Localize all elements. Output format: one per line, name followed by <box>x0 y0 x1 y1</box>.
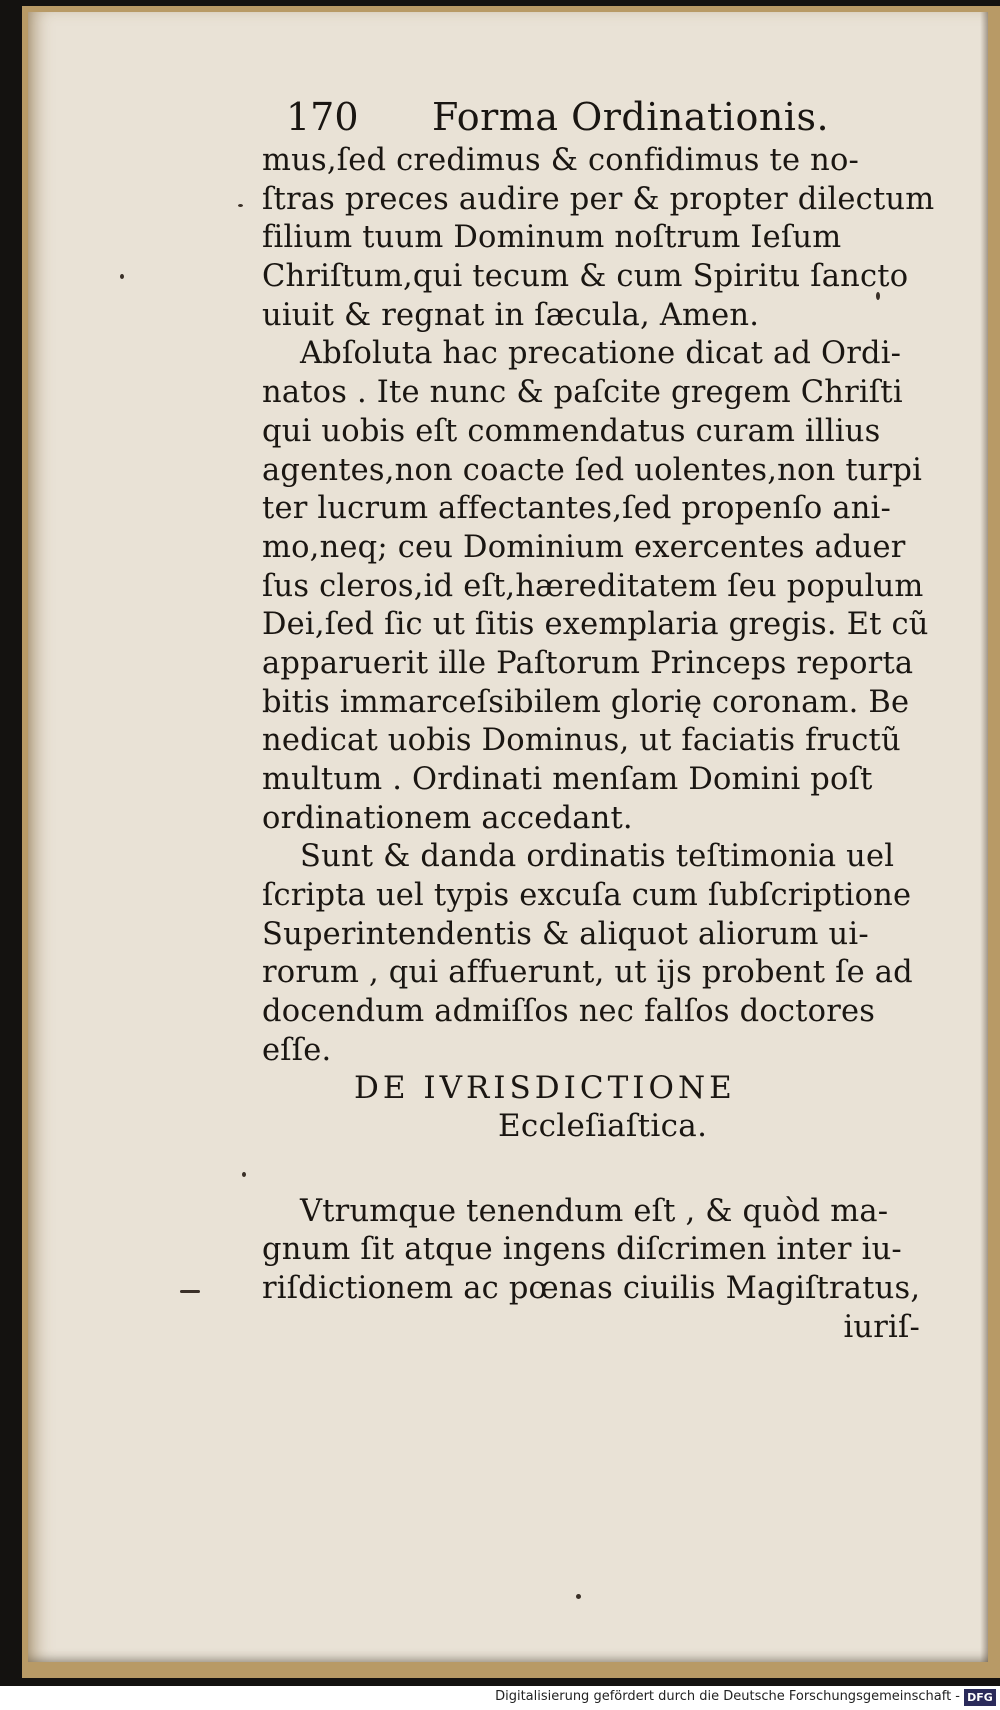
digitization-footer <box>0 1686 1000 1710</box>
text-line: Dei,ſed ſic ut ſitis exemplaria gregis. Et cũ <box>262 607 929 643</box>
section-subheading: Eccleſiaſtica. <box>498 1107 708 1144</box>
ink-speck <box>242 1172 246 1177</box>
section-gap <box>262 1145 942 1193</box>
text-line: filium tuum Dominum noſtrum Ieſum <box>262 220 842 256</box>
text-line: ſtras preces audire per & propter dilectum <box>262 181 935 217</box>
ink-speck <box>238 204 243 207</box>
text-line: agentes,non coacte ſed uolentes,non turpi <box>262 452 923 488</box>
text-line: bitis immarceſsibilem glorię coronam. Be <box>262 684 910 720</box>
text-line: Superintendentis & aliquot aliorum ui- <box>262 916 869 952</box>
text-line: riſdictionem ac pœnas ciuilis Magiſtratus, <box>262 1270 921 1306</box>
page-header <box>262 92 942 142</box>
page-number: 170 <box>286 95 359 139</box>
section-heading: DE IVRISDICTIONE <box>354 1069 736 1106</box>
text-line: ſcripta uel typis excuſa cum ſubſcriptione <box>262 878 912 914</box>
text-line: nedicat uobis Dominus, ut faciatis fructũ <box>262 723 901 759</box>
text-line: gnum ſit atque ingens diſcrimen inter iu- <box>262 1232 902 1268</box>
text-line: ter lucrum affectantes,ſed propenſo ani- <box>262 491 892 527</box>
paragraph-start-line: Abſoluta hac precatione dicat ad Ordi- <box>300 336 902 372</box>
paragraph-start-line: Sunt & danda ordinatis teſtimonia uel <box>300 839 895 875</box>
text-line: Chriſtum,qui tecum & cum Spiritu ſancto <box>262 259 909 295</box>
footer-credit: Digitalisierung gefördert durch die Deutsche Forschungsgemeinschaft - <box>495 1689 960 1704</box>
running-title: Forma Ordinationis. <box>432 95 830 139</box>
text-line: mus,ſed credimus & confidimus te no- <box>262 143 860 178</box>
text-line: ordinationem accedant. <box>262 800 633 836</box>
ink-speck <box>180 1290 200 1293</box>
text-line: multum . Ordinati menſam Domini poſt <box>262 762 873 797</box>
text-line: eſſe. <box>262 1032 332 1068</box>
ink-speck <box>120 274 124 279</box>
paragraph-start-line: Vtrumque tenendum eſt , & quòd ma- <box>300 1193 889 1229</box>
body-text <box>262 142 942 1071</box>
text-line: docendum admiſſos nec falſos doctores <box>262 994 876 1030</box>
text-line: mo,neq; ceu Dominium exercentes aduer <box>262 529 906 565</box>
page-text <box>262 92 942 1347</box>
catchword: iuriſ- <box>843 1309 920 1345</box>
dfg-logo-icon: DFG <box>964 1689 996 1706</box>
text-line: qui uobis eſt commendatus curam illius <box>262 413 881 449</box>
text-line: rorum , qui affuerunt, ut ijs probent ſe ad <box>262 955 913 991</box>
ink-speck <box>576 1594 581 1599</box>
text-line: natos . Ite nunc & paſcite gregem Chriſti <box>262 375 903 411</box>
section-text <box>262 1193 942 1348</box>
text-line: uiuit & regnat in ſæcula, Amen. <box>262 297 760 333</box>
text-line: ſus cleros,id eſt,hæreditatem ſeu populum <box>262 568 924 604</box>
text-line: apparuerit ille Paſtorum Princeps reporta <box>262 645 914 681</box>
